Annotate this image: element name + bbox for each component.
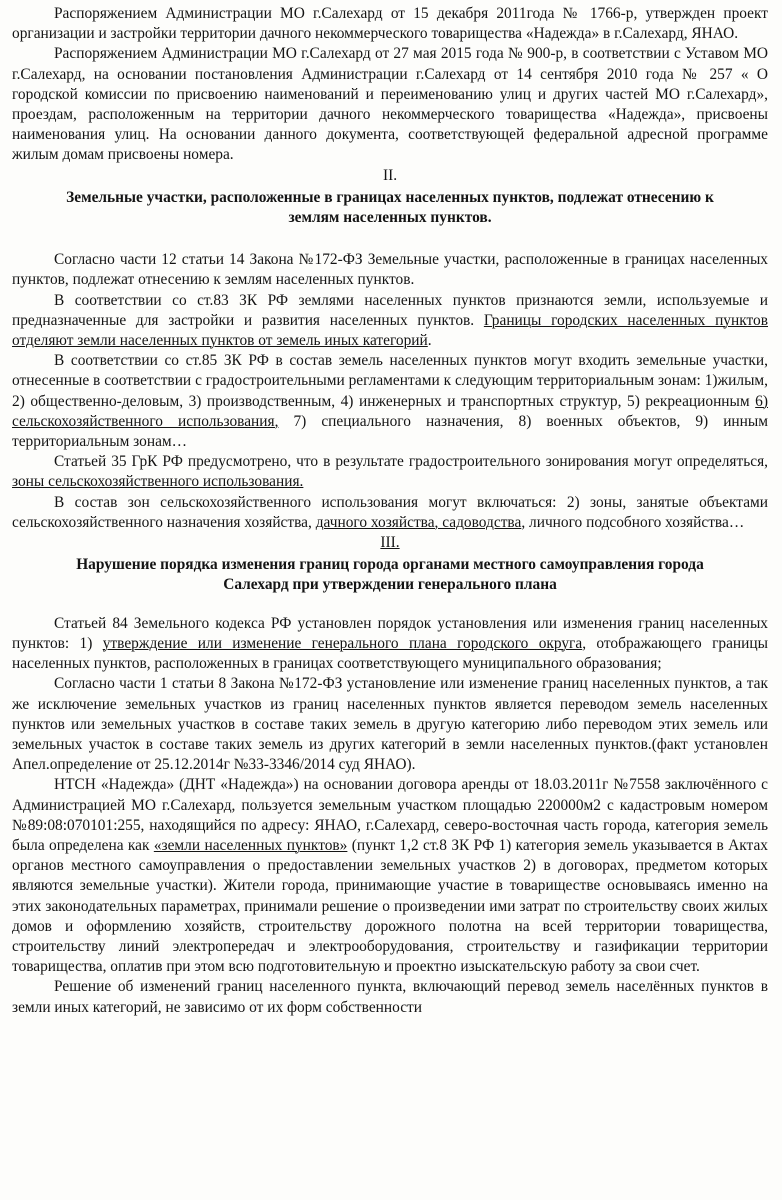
paragraph-6 — [12, 452, 768, 492]
paragraph-10-text: НТСН «Надежда» (ДНТ «Надежда») на основании договора аренды от 18.03.2011г №7558 заключённого с Администрацией МО г.Салехард, пользуется земельным участком площадью 220000м2 с кадастровым номером №89:08:070101:255, находящийся по адресу: ЯНАО, г.Салехард, северо-восточная часть города, категория земель была определена как — [12, 776, 768, 854]
paragraph-7-underlined: дачного хозяйства, садоводства — [315, 513, 522, 531]
paragraph-7 — [12, 493, 768, 533]
paragraph-5-text: В соответствии со ст.85 ЗК РФ в состав земель населенных пунктов могут входить земельные участки, отнесенные в соответствии с градостроительными регламентами к следующим территориальным зонам: 1)жилым, 2) общественно-деловым, 3) производственным, 4) инженерных и транспортных структур, 5) рекреационным — [12, 352, 768, 410]
spacer — [12, 596, 768, 614]
section-2-heading: Земельные участки, расположенные в границах населенных пунктов, подлежат отнесению к землям населенных пунктов. — [66, 188, 714, 227]
paragraph-4-underlined: Границы городских населенных пунктов отделяют земли населенных пунктов от земель иных категорий — [12, 311, 768, 350]
paragraph-5-underlined: 6) сельскохозяйственного использования, — [12, 392, 768, 430]
section-2-numeral: II. — [382, 166, 398, 184]
paragraph-8-underlined: утверждение или изменение генерального плана городского округа — [102, 634, 583, 652]
paragraph-10-end: (пункт 1,2 ст.8 ЗК РФ 1) категория земель указывается в Актах органов местного самоуправления о предоставлении земельных участков 2) в договорах, предметом которых являются земельные участки). Жители города, принимающие участие в товариществе основываясь именно на этих законодательных параметрах, принимали решение о произведении ими затрат по строительству своих жилых домов и оформлению хозяйств, строительству дорожного полотна на всей территории товарищества, строительству линий электропередач и электрооборудования, строительству и газификации территории товарищества, оплатив при этом всю подготовительную и проектно изыскательскую работу за свои счет. — [12, 836, 768, 976]
paragraph-6-text: Статьей 35 ГрК РФ предусмотрено, что в результате градостроительного зонирования могут определяться, — [54, 453, 768, 471]
paragraph-10 — [12, 775, 768, 977]
paragraph-6-underlined: зоны сельскохозяйственного использования. — [12, 473, 304, 491]
paragraph-7-end: , личного подсобного хозяйства… — [521, 513, 745, 531]
paragraph-4-text: В соответствии со ст.83 ЗК РФ землями населенных пунктов признаются земли, используемые и предназначенные для застройки и развития населенных пунктов. — [12, 291, 768, 329]
paragraph-10-underlined: «земли населенных пунктов» — [153, 836, 348, 854]
section-3-numeral: III. — [380, 534, 400, 552]
paragraph-4-end: . — [427, 332, 432, 350]
paragraph-4 — [12, 291, 768, 352]
paragraph-8-text: Статьей 84 Земельного кодекса РФ установлен порядок установления или изменения границ населенных пунктов: 1) — [12, 614, 768, 652]
paragraph-5-end: 7) специального назначения, 8) военных объектов, 9) инным территориальным зонам… — [12, 412, 768, 451]
section-3-heading: Нарушение порядка изменения границ города органами местного самоуправления города Салехард при утверждении генерального плана — [76, 556, 704, 594]
paragraph-8-end: , отображающего границы населенных пунктов, расположенных в границах соответствующего муниципального образования; — [12, 634, 768, 673]
paragraph-3: Согласно части 12 статьи 14 Закона №172-ФЗ Земельные участки, расположенные в границах населенных пунктов, подлежат отнесению к землям населенных пунктов. — [12, 251, 768, 289]
paragraph-1: Распоряжением Администрации МО г.Салехард от 15 декабря 2011года № 1766-р, утвержден проект организации и застройки территории дачного некоммерческого товарищества «Надежда» в г.Салехард, ЯНАО. — [12, 5, 768, 43]
paragraph-9: Согласно части 1 статьи 8 Закона №172-ФЗ установление или изменение границ населенных пунктов, а так же исключение земельных участков из границ населенных пунктов является переводом земель населенных пунктов или земельных участков в составе таких земель в другую категорию либо переводом этих земель или земельных участок в составе таких земель из других категорий в земли населенных пунктов.(факт установлен Апел.определение от 25.12.2014г №33-3346/2014 суд ЯНАО). — [12, 675, 768, 774]
paragraph-8 — [12, 614, 768, 675]
paragraph-2: Распоряжением Администрации МО г.Салехард от 27 мая 2015 года № 900-р, в соответствии с Уставом МО г.Салехард, на основании постановления Администрации г.Салехард от 14 сентября 2010 года № 257 « О городской комиссии по присвоению наименований и переименованию улиц и других частей МО г.Салехард», проездам, расположенным на территории дачного некоммерческого товарищества «Надежда», присвоены наименования улиц. На основании данного документа, соответствующей федеральной адресной программе жилым домам присвоены номера. — [12, 45, 768, 164]
spacer — [12, 228, 768, 250]
paragraph-7-text: В состав зон сельскохозяйственного использования могут включаться: 2) зоны, занятые объектами сельскохозяйственного назначения хозяйства, — [12, 493, 768, 531]
paragraph-5 — [12, 351, 768, 452]
paragraph-11: Решение об изменений границ населенного пункта, включающий перевод земель населённых пунктов в земли иных категорий, не зависимо от их форм собственности — [12, 978, 768, 1016]
